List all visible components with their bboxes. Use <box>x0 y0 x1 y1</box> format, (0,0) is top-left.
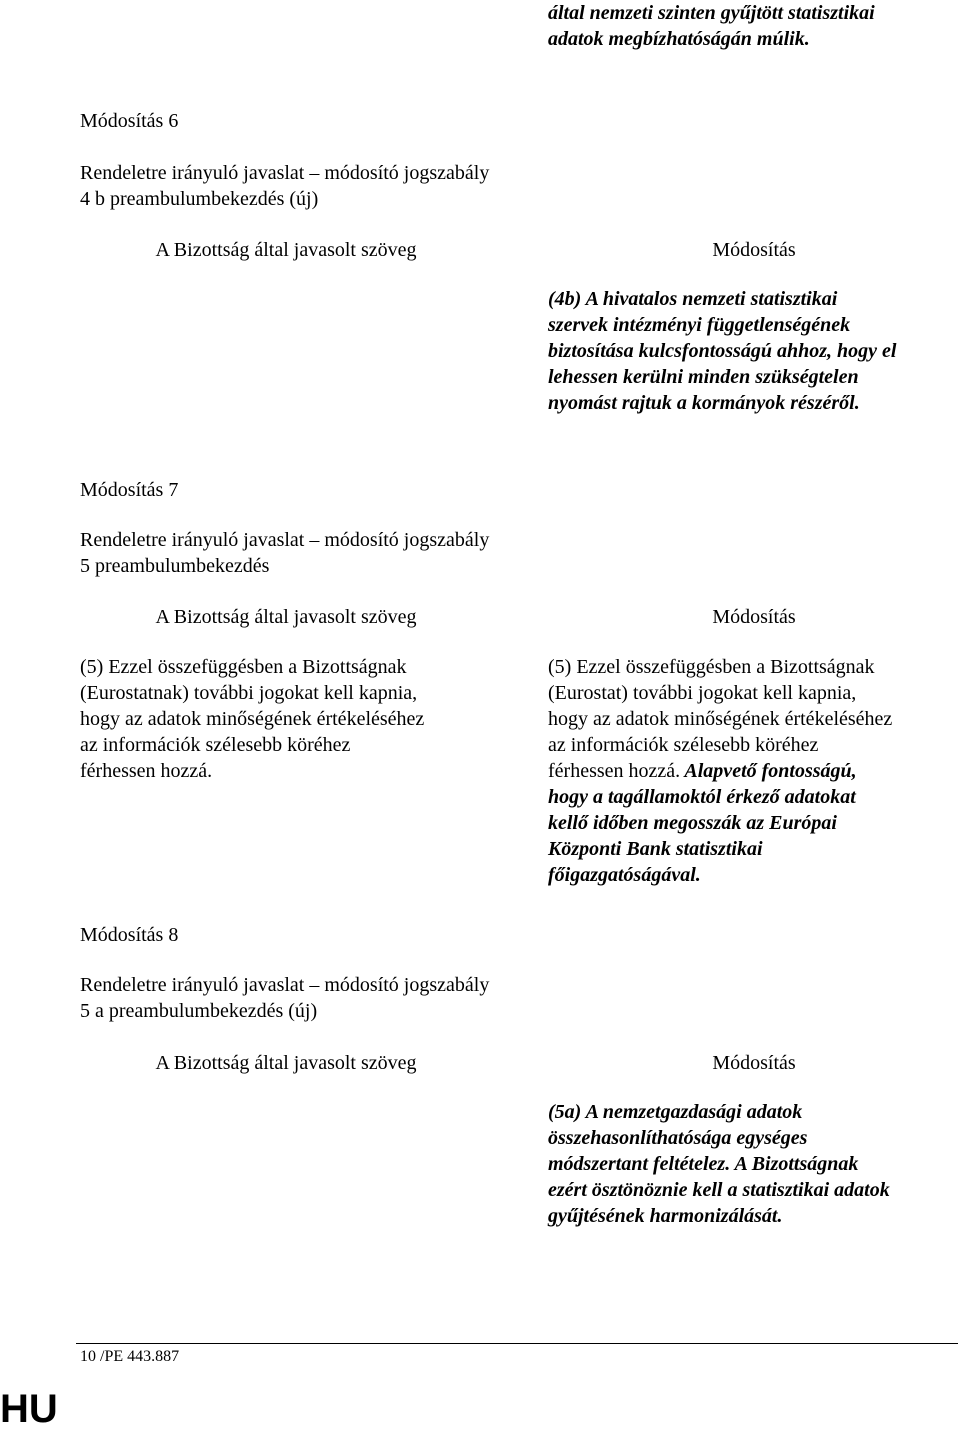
amendment-6-proposal-line2: 4 b preambulumbekezdés (új) <box>80 188 319 210</box>
amendment-7-right-line-6: hogy a tagállamoktól érkező adatokat <box>548 786 856 808</box>
amendment-8-right-line-3: módszertant feltételez. A Bizottságnak <box>548 1153 859 1175</box>
amendment-7-left-header: A Bizottság által javasolt szöveg <box>155 606 417 628</box>
footer-rule <box>76 1343 958 1344</box>
amendment-7-heading: Módosítás 7 <box>80 479 179 501</box>
language-code: HU <box>0 1387 58 1431</box>
amendment-8-proposal-line1: Rendeletre irányuló javaslat – módosító jogszabály <box>80 974 490 996</box>
continuation-line-2: adatok megbízhatóságán múlik. <box>548 28 810 50</box>
amendment-7-proposal-line2: 5 preambulumbekezdés <box>80 555 270 577</box>
amendment-7-right-line-8: Központi Bank statisztikai <box>548 838 763 860</box>
amendment-6-heading: Módosítás 6 <box>80 110 179 132</box>
footer-page-reference: 10 /PE 443.887 <box>80 1348 180 1365</box>
amendment-7-left-line-5: férhessen hozzá. <box>80 760 213 782</box>
amendment-7-left-line-4: az információk szélesebb köréhez <box>80 734 351 756</box>
amendment-6-right-header: Módosítás <box>712 239 796 261</box>
amendment-6-right-line-5: nyomást rajtuk a kormányok részéről. <box>548 392 860 414</box>
amendment-7-right-header: Módosítás <box>712 606 796 628</box>
amendment-6-right-line-2: szervek intézményi függetlenségének <box>548 314 851 336</box>
amendment-7-left-line-2: (Eurostatnak) további jogokat kell kapnia, <box>80 682 418 704</box>
amendment-7-right-line-4: az információk szélesebb köréhez <box>548 734 819 756</box>
amendment-7-right-line-5 <box>548 758 948 784</box>
amendment-8-right-line-2: összehasonlíthatósága egységes <box>548 1127 808 1149</box>
amendment-8-right-line-1: (5a) A nemzetgazdasági adatok <box>548 1101 803 1123</box>
amendment-7-proposal-line1: Rendeletre irányuló javaslat – módosító jogszabály <box>80 529 490 551</box>
continuation-line-1: által nemzeti szinten gyűjtött statisztikai <box>548 2 875 24</box>
amendment-7-right-line-7: kellő időben megosszák az Európai <box>548 812 837 834</box>
amendment-6-right-line-4: lehessen kerülni minden szükségtelen <box>548 366 859 388</box>
amendment-7-left-line-1: (5) Ezzel összefüggésben a Bizottságnak <box>80 656 407 678</box>
amendment-8-heading: Módosítás 8 <box>80 924 179 946</box>
amendment-8-proposal-line2: 5 a preambulumbekezdés (új) <box>80 1000 318 1022</box>
amendment-8-left-header: A Bizottság által javasolt szöveg <box>155 1052 417 1074</box>
amendment-6-left-header: A Bizottság által javasolt szöveg <box>155 239 417 261</box>
amendment-7-left-line-3: hogy az adatok minőségének értékeléséhez <box>80 708 425 730</box>
amendment-6-proposal-line1: Rendeletre irányuló javaslat – módosító jogszabály <box>80 162 490 184</box>
amendment-8-right-line-4: ezért ösztönöznie kell a statisztikai adatok <box>548 1179 890 1201</box>
amendment-7-right-line-3: hogy az adatok minőségének értékeléséhez <box>548 708 893 730</box>
amendment-6-right-line-3: biztosítása kulcsfontosságú ahhoz, hogy el <box>548 340 897 362</box>
amendment-7-right-line-5-bold: Alapvető fontosságú, <box>680 760 857 782</box>
amendment-7-right-line-1: (5) Ezzel összefüggésben a Bizottságnak <box>548 656 875 678</box>
amendment-6-right-line-1: (4b) A hivatalos nemzeti statisztikai <box>548 288 838 310</box>
amendment-7-right-line-9: főigazgatóságával. <box>548 864 701 886</box>
amendment-8-right-line-5: gyűjtésének harmonizálását. <box>548 1205 783 1227</box>
amendment-8-right-header: Módosítás <box>712 1052 796 1074</box>
amendment-7-right-line-2: (Eurostat) további jogokat kell kapnia, <box>548 682 857 704</box>
amendment-7-right-line-5-plain: férhessen hozzá. <box>548 760 681 782</box>
